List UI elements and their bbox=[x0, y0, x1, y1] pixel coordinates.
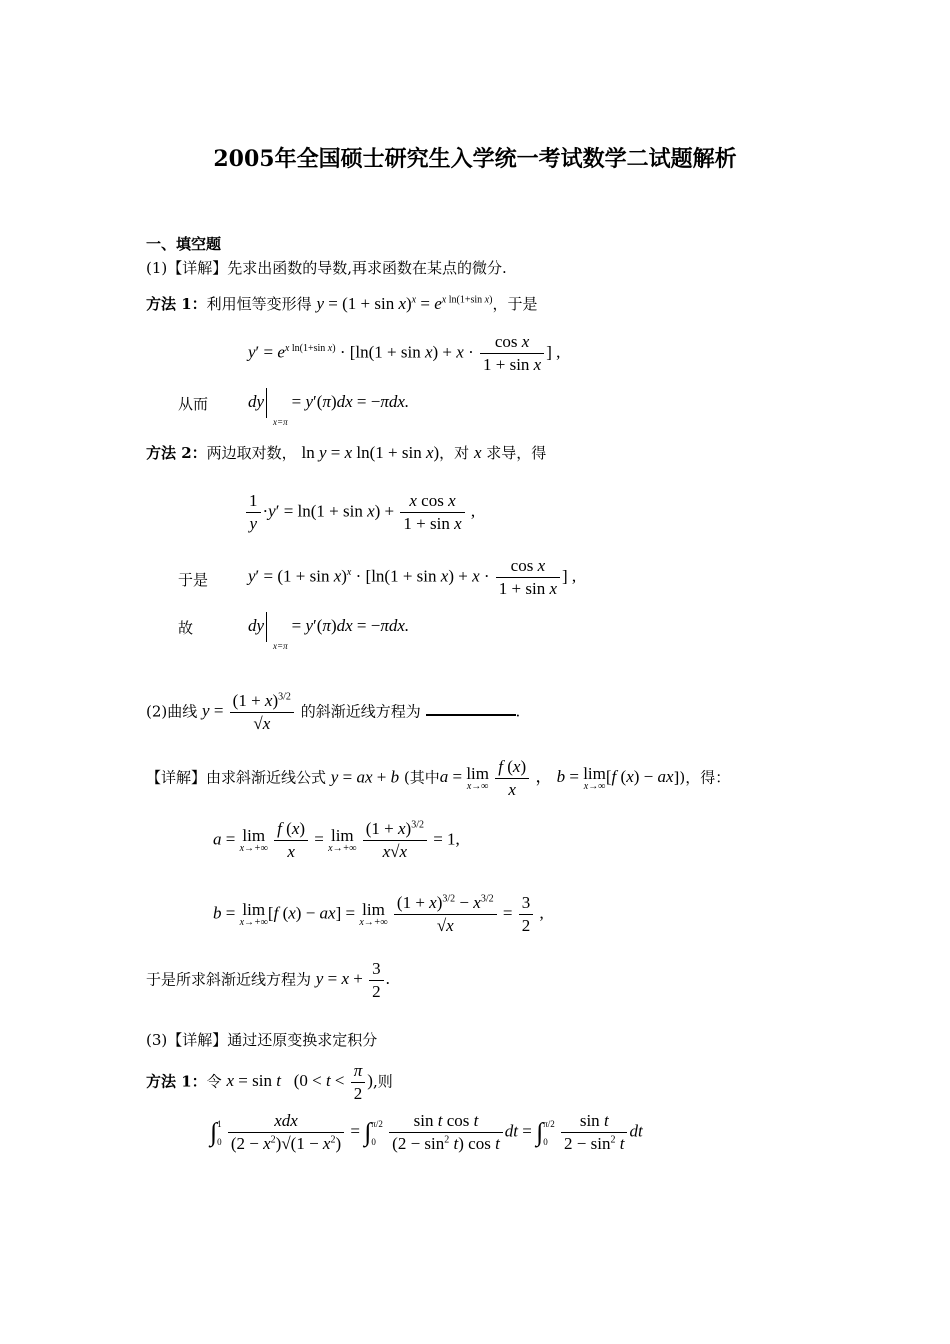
fraction: $\frac{\text{cos x}}{\text{1 + sin x}}$ bbox=[480, 331, 544, 376]
q2-question: (2)曲线 y = $\frac{(1 + x)^{3/2}}{√x}$ 的斜渐近线方程为 . bbox=[146, 691, 521, 733]
q1-method1-label: 方法 1： bbox=[146, 295, 207, 313]
q2-detail-text: 【详解】由求斜渐近线公式 bbox=[146, 768, 327, 787]
q1-method2: 方法 2：两边取对数， ln y = x ln(1 + sin x)，对 x 求导，得 bbox=[146, 443, 547, 462]
q1-method2-mid: ，对 bbox=[439, 444, 470, 462]
q1-method2-text: 两边取对数， bbox=[206, 444, 297, 462]
q2-conclusion-text: 于是所求斜渐近线方程为 bbox=[146, 970, 312, 989]
section-heading: 一、填空题 bbox=[146, 235, 222, 253]
q2-detail-mid: (其中 bbox=[403, 768, 440, 787]
q1-method1 bbox=[146, 294, 537, 314]
q1-eq-identity: $y = (1 + \sin x)^x = e^{x ln(1+sin x)}$ bbox=[316, 294, 493, 313]
q2-suffix: 的斜渐近线方程为 bbox=[300, 702, 421, 721]
q1-therefore: 故 bbox=[178, 619, 194, 637]
q2-detail: 【详解】由求斜渐近线公式 y = ax + b (其中a = lim x→∞ $\frac{f (x)}{x}$ ， b = lim x→∞ [f (x) − ax])，得： bbox=[146, 757, 731, 799]
q2-prefix: (2)曲线 bbox=[146, 702, 198, 721]
q3-method1-end: ,则 bbox=[372, 1072, 393, 1091]
q1-eq-logderiv: $\frac{1}{y}$ ·y′ = ln(1 + sin x) + $\frac{\text{x cos x}}{\text{1 + sin x}}$ , bbox=[244, 490, 475, 535]
q1-eq-differential-2: dyx=π= y′(π)dx = −πdx. bbox=[248, 612, 409, 651]
q1-so: 于是 bbox=[178, 571, 209, 589]
q1-eq-derivative: $y' = e^{x ln(1+sin x)} \cdot [\ln(1 + \sin x) + x$ · $\frac{\text{cos x}}{\text{1 + sin x}}$ ] , bbox=[248, 332, 561, 374]
q2-conclusion: 于是所求斜渐近线方程为 y = x + $\frac{3}{2}$ . bbox=[146, 959, 390, 1001]
q1-method1-suffix: ，于是 bbox=[492, 295, 538, 313]
q2-detail-end: ])，得： bbox=[673, 768, 731, 787]
q1-eq-log: ln y = x ln(1 + sin x) bbox=[301, 443, 440, 462]
q1-method2-end: 求导，得 bbox=[486, 444, 547, 462]
q3-method1: 方法 1：令 x = sin t (0 < t < $\frac{\pi}{2}$ ),则 bbox=[146, 1061, 393, 1103]
q3-intro: (3)【详解】通过还原变换求定积分 bbox=[146, 1031, 378, 1049]
q1-method2-label: 方法 2： bbox=[146, 444, 207, 462]
answer-blank bbox=[426, 714, 516, 716]
q1-method1-text: 利用恒等变形得 bbox=[206, 295, 312, 313]
q2-curve: y = $\frac{(1 + x)^{3/2}}{√x}$ bbox=[202, 701, 296, 720]
q3-eq-integral: ∫1 0 $\frac{\text{xdx}}{(2 - x^2)√(1 - x^2)}$ = ∫π/2 0 $\frac{\text{sin t cos t}}{(2 - \sin^2 t) \cos t}$ dt = ∫π/2 0 $\frac{\text{sin t}}{2 - \sin^2 t}$ dt bbox=[210, 1111, 643, 1153]
q1-eq-differential-1: dyx=π= y′(π)dx = −πdx. bbox=[248, 388, 409, 427]
q2-eq-a: a = lim x→+∞ $\frac{f (x)}{x}$ = lim x→+∞ $\frac{(1 + x)^{3/2}}{x√x}$ = 1, bbox=[213, 819, 460, 861]
q1-intro: (1)【详解】先求出函数的导数,再求函数在某点的微分. bbox=[146, 259, 507, 277]
q2-eq-b: b = lim x→+∞ [f (x) − ax] = lim x→+∞ $\frac{(1 + x)^{3/2} - x^{3/2}}{√x}$ = $\frac{3}{2}$ , bbox=[213, 893, 544, 935]
q3-method1-label: 方法 1： bbox=[146, 1072, 207, 1091]
q3-method1-text: 令 bbox=[206, 1072, 222, 1091]
q1-from: 从而 bbox=[178, 395, 209, 413]
q1-eq-derivative-2: $y' = (1 + \sin x)^x \cdot [\ln(1 + \sin x) + x$ · $\frac{\text{cos x}}{\text{1 + sin x}}$ ] , bbox=[248, 556, 577, 598]
page-title: 2005年全国硕士研究生入学统一考试数学二试题解析 bbox=[213, 146, 737, 172]
